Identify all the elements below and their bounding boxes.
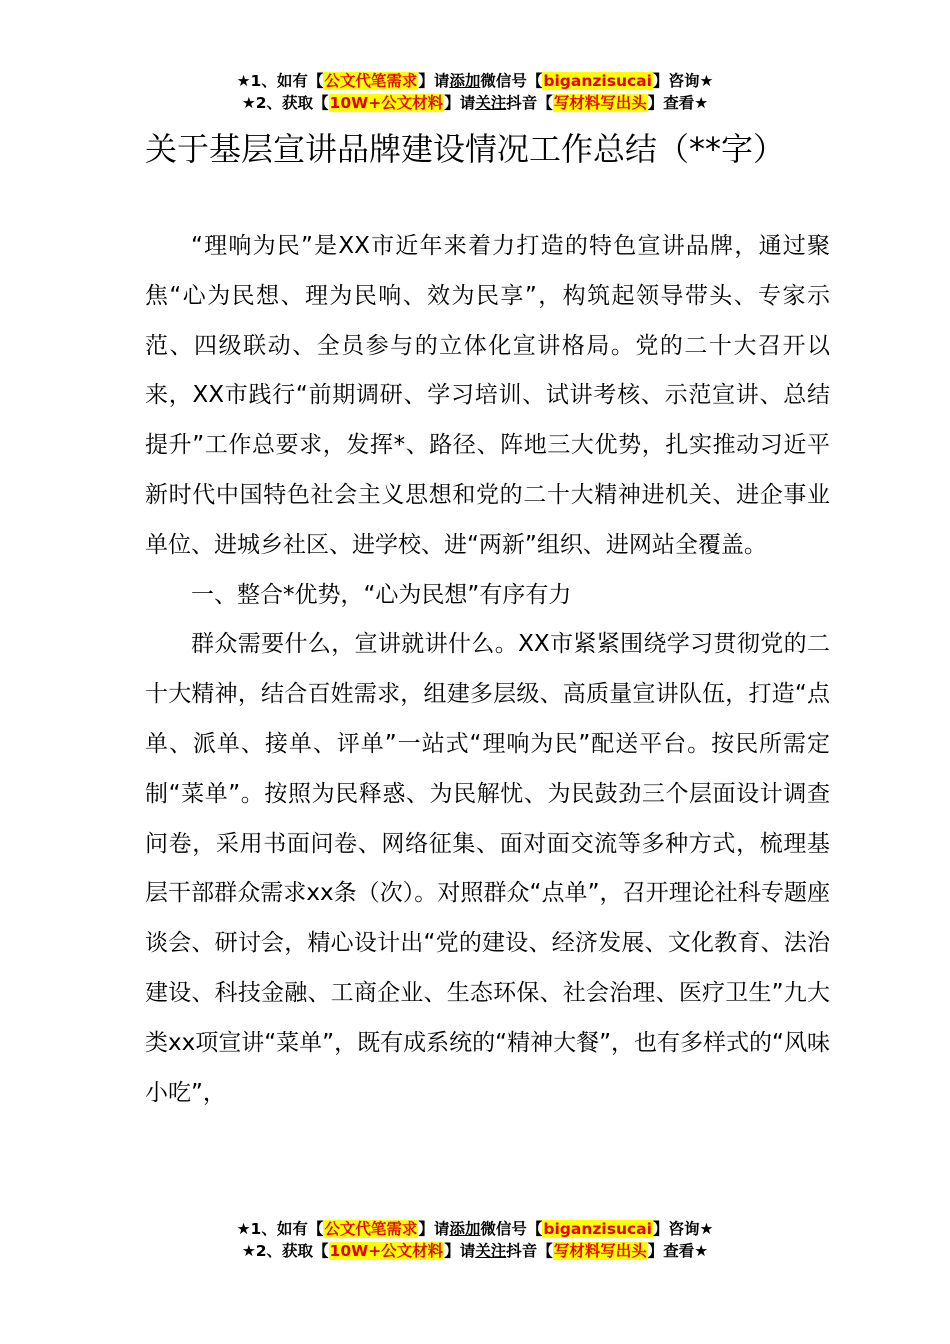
- document-body: [145, 222, 830, 1118]
- highlight-service: 公文代笔需求: [324, 1220, 418, 1238]
- header-banner: [0, 70, 950, 114]
- highlight-wechat-id: biganzisucai: [543, 72, 652, 90]
- highlight-douyin-account: 写材料写出头: [553, 1242, 647, 1260]
- section-heading-1: 一、整合*优势，“心为民想”有序有力: [191, 581, 572, 608]
- highlight-materials: 10W+公文材料: [329, 1242, 444, 1260]
- document-title: 关于基层宣讲品牌建设情况工作总结（**字）: [145, 130, 786, 168]
- body-paragraph: 群众需要什么，宣讲就讲什么。XX市紧紧围绕学习贯彻党的二十大精神，结合百姓需求，组建多层级、高质量宣讲队伍，打造“点单、派单、接单、评单”一站式“理响为民”配送平台。按民所需定制“菜单”。按照为民释惑、为民解忧、为民鼓劲三个层面设计调查问卷，采用书面问卷、网络征集、面对面交流等多种方式，梳理基层干部群众需求xx条（次）。对照群众“点单”，召开理论社科专题座谈会、研讨会，精心设计出“党的建设、经济发展、文化教育、法治建设、科技金融、工商企业、生态环保、社会治理、医疗卫生”九大类xx项宣讲“菜单”，既有成系统的“精神大餐”，也有多样式的“风味小吃”，: [145, 631, 830, 1106]
- banner-line-1: ★1、如有【公文代笔需求】请添加微信号【biganzisucai】咨询★: [236, 1220, 714, 1238]
- footer-banner: [0, 1218, 950, 1262]
- highlight-wechat-id: biganzisucai: [543, 1220, 652, 1238]
- highlight-service: 公文代笔需求: [324, 72, 418, 90]
- banner-line-2: ★2、获取【10W+公文材料】请关注抖音【写材料写出头】查看★: [241, 94, 709, 112]
- intro-paragraph: “理响为民”是XX市近年来着力打造的特色宣讲品牌，通过聚焦“心为民想、理为民响、效为民享”，构筑起领导带头、专家示范、四级联动、全员参与的立体化宣讲格局。党的二十大召开以来，XX市践行“前期调研、学习培训、试讲考核、示范宣讲、总结提升”工作总要求，发挥*、路径、阵地三大优势，扎实推动习近平新时代中国特色社会主义思想和党的二十大精神进机关、进企事业单位、进城乡社区、进学校、进“两新”组织、进网站全覆盖。: [145, 233, 830, 558]
- highlight-materials: 10W+公文材料: [329, 94, 444, 112]
- banner-line-2: ★2、获取【10W+公文材料】请关注抖音【写材料写出头】查看★: [241, 1242, 709, 1260]
- highlight-douyin-account: 写材料写出头: [553, 94, 647, 112]
- banner-line-1: ★1、如有【公文代笔需求】请添加微信号【biganzisucai】咨询★: [236, 72, 714, 90]
